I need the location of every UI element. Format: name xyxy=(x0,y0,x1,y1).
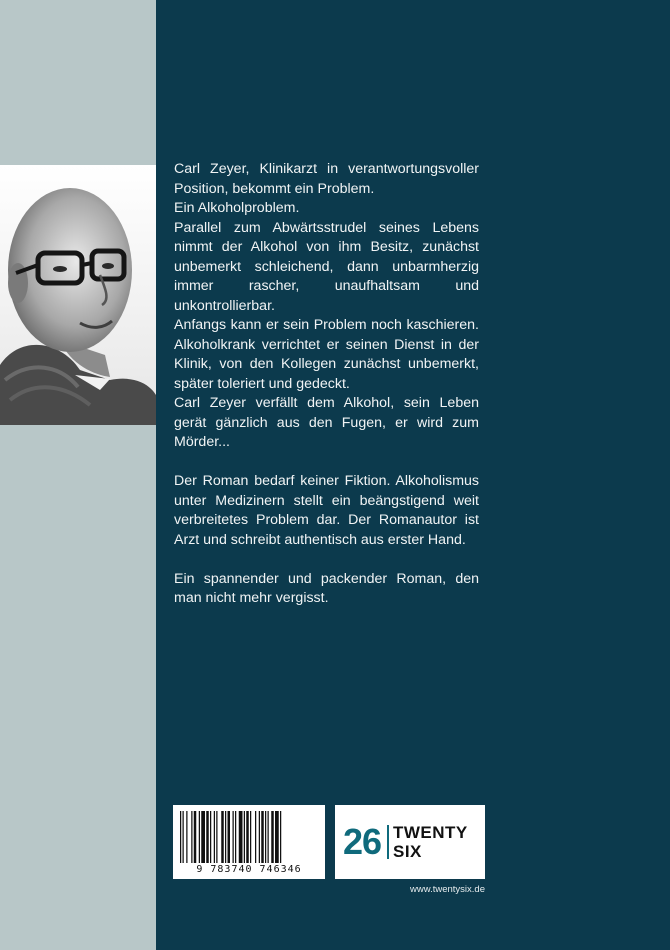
blurb-spacer xyxy=(174,453,479,473)
publisher-logo xyxy=(335,805,485,879)
barcode-icon xyxy=(180,811,318,863)
isbn-digits: 9 783740 746346 xyxy=(196,864,302,875)
logo-divider xyxy=(387,825,389,859)
blurb-paragraph-nonfiction: Der Roman bedarf keiner Fiktion. Alkoholismus unter Medizinern stellt ein beängstigend weit verbreitetes Problem dar. Der Romanautor ist Arzt und schreibt authentisch aus erster Hand. xyxy=(174,473,479,548)
logo-name xyxy=(393,823,468,861)
blurb-paragraph-concealment: Anfangs kann er sein Problem noch kaschieren. Alkoholkrank verrichtet er seinen Dienst in der Klinik, von den Kollegen zunächst unbemerkt, später toleriert und gedeckt. xyxy=(174,317,479,392)
blurb-text xyxy=(174,160,479,609)
publisher-website: www.twentysix.de xyxy=(410,884,485,895)
logo-number: 26 xyxy=(343,821,382,862)
logo-name-line2: SIX xyxy=(393,842,422,861)
blurb-spacer xyxy=(174,550,479,570)
blurb-paragraph-murder: Carl Zeyer verfällt dem Alkohol, sein Leben gerät gänzlich aus den Fugen, er wird zum Mörder... xyxy=(174,395,479,450)
blurb-paragraph-problem: Ein Alkoholproblem. xyxy=(174,200,300,216)
author-photo xyxy=(0,165,156,425)
blurb-paragraph-downward: Parallel zum Abwärtsstrudel seines Lebens nimmt der Alkohol von ihm Besitz, zunächst unbemerkt schleichend, dann unbarmherzig immer rascher, unaufhaltsam und unkontrollierbar. xyxy=(174,219,479,314)
spine-panel xyxy=(0,0,156,950)
logo-name-line1: TWENTY xyxy=(393,823,468,842)
blurb-paragraph-intro: Carl Zeyer, Klinikarzt in verantwortungsvoller Position, bekommt ein Problem. xyxy=(174,161,479,197)
blurb-paragraph-recommendation: Ein spannender und packender Roman, den man nicht mehr vergisst. xyxy=(174,570,479,606)
isbn-barcode-box xyxy=(173,805,325,879)
